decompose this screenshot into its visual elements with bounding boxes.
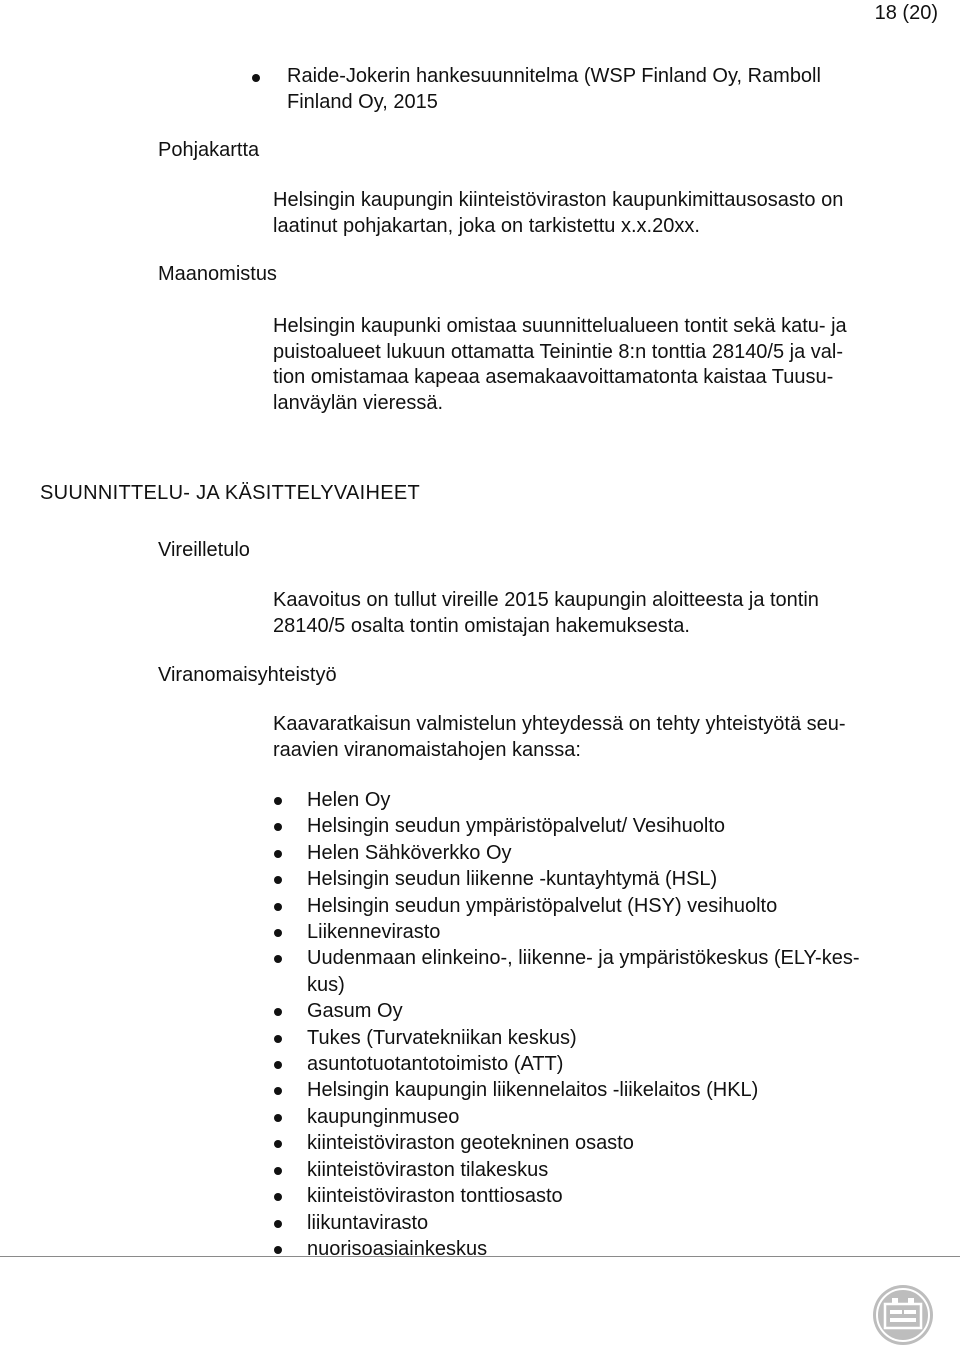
vireilletulo-text: Kaavoitus on tullut vireille 2015 kaupungin aloitteesta ja tontin 28140/5 osalta tontin omistajan hakemuksesta.: [273, 589, 819, 637]
list-item: Tukes (Turvatekniikan keskus): [270, 1025, 910, 1051]
bullet-dot-icon: [274, 1035, 282, 1043]
bullet-dot-icon: [274, 1008, 282, 1016]
bullet-dot-icon: [274, 1114, 282, 1122]
bullet-dot-icon: [274, 955, 282, 963]
bullet-dot-icon: [274, 1246, 282, 1254]
bullet-dot-icon: [274, 1193, 282, 1201]
list-item: Helsingin seudun ympäristöpalvelut (HSY) vesihuolto: [270, 893, 910, 919]
bullet-dot-icon: [274, 850, 282, 858]
list-item: Helsingin seudun liikenne -kuntayhtymä (HSL): [270, 866, 910, 892]
list-item: Liikennevirasto: [270, 919, 910, 945]
list-item: kiinteistöviraston tilakeskus: [270, 1157, 910, 1183]
bullet-dot-icon: [274, 797, 282, 805]
bullet-dot-icon: [274, 1061, 282, 1069]
footer-divider: [0, 1256, 960, 1257]
organization-list: [270, 787, 910, 1262]
bullet-dot-icon: [274, 929, 282, 937]
pohjakartta-text: Helsingin kaupungin kiinteistöviraston kaupunkimittausosasto on laatinut pohjakartan, joka on tarkistettu x.x.20xx.: [273, 189, 844, 237]
list-item: Helen Sähköverkko Oy: [270, 840, 910, 866]
list-item: kiinteistöviraston tonttiosasto: [270, 1183, 910, 1209]
list-item: Gasum Oy: [270, 998, 910, 1024]
reference-text: Raide-Jokerin hankesuunnitelma (WSP Finland Oy, Ramboll Finland Oy, 2015: [287, 65, 821, 113]
list-item: Helsingin kaupungin liikennelaitos -liikelaitos (HKL): [270, 1077, 910, 1103]
bullet-dot-icon: [274, 1140, 282, 1148]
bullet-dot-icon: [274, 823, 282, 831]
bullet-dot-icon: [274, 876, 282, 884]
section-heading: SUUNNITTELU- JA KÄSITTELYVAIHEET: [40, 482, 421, 504]
list-item: Helsingin seudun ympäristöpalvelut/ Vesihuolto: [270, 813, 910, 839]
bullet-dot-icon: [274, 1087, 282, 1095]
list-item: Uudenmaan elinkeino-, liikenne- ja ympäristökeskus (ELY-kes- kus): [270, 945, 910, 998]
bullet-dot-icon: [274, 903, 282, 911]
bullet-dot-icon: [274, 1220, 282, 1228]
list-item: Helen Oy: [270, 787, 910, 813]
list-item: asuntotuotantotoimisto (ATT): [270, 1051, 910, 1077]
list-item: kaupunginmuseo: [270, 1104, 910, 1130]
viranomaisyhteistyo-text: Kaavaratkaisun valmistelun yhteydessä on tehty yhteistyötä seu- raavien viranomaistahojen kanssa:: [273, 713, 846, 761]
list-item: kiinteistöviraston geotekninen osasto: [270, 1130, 910, 1156]
site-logo-icon: [872, 1284, 934, 1346]
viranomaisyhteistyo-label: Viranomaisyhteistyö: [158, 664, 337, 686]
list-item: liikuntavirasto: [270, 1210, 910, 1236]
list-item: nuorisoasiainkeskus: [270, 1236, 910, 1262]
maanomistus-label: Maanomistus: [158, 263, 277, 285]
bullet-dot-icon: [252, 74, 260, 82]
maanomistus-text: Helsingin kaupunki omistaa suunnittelualueen tontit sekä katu- ja puistoalueet lukuun ottamatta Teinintie 8:n tonttia 28140/5 ja val- tion omistamaa kapeaa asemakaavoittamatonta kaistaa Tuusu- lanväylän vieressä.: [273, 315, 847, 414]
vireilletulo-label: Vireilletulo: [158, 539, 250, 561]
page-number: 18 (20): [874, 2, 938, 24]
bullet-dot-icon: [274, 1167, 282, 1175]
pohjakartta-label: Pohjakartta: [158, 139, 260, 161]
